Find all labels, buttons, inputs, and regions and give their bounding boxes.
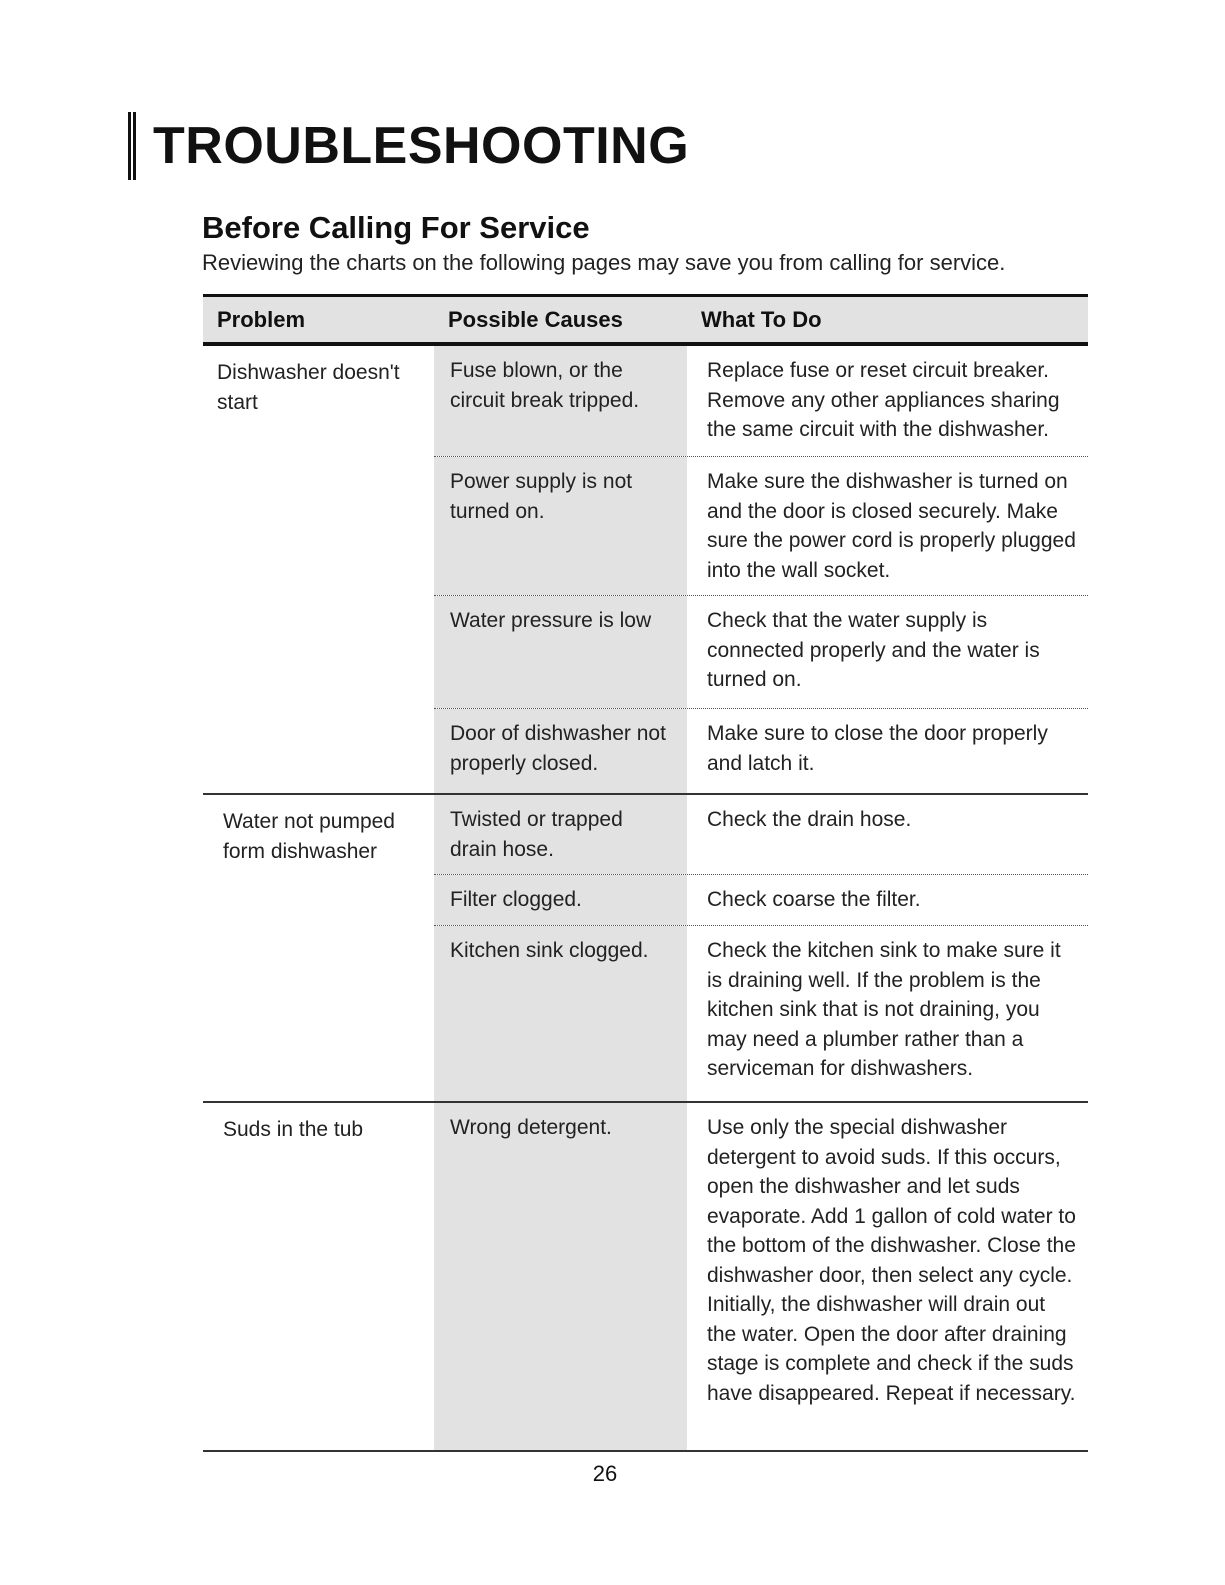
section-title: Before Calling For Service — [202, 210, 590, 245]
cause-cell: Power supply is not turned on. — [434, 457, 687, 595]
table-row — [434, 457, 1088, 596]
table-row — [434, 1103, 1088, 1450]
cause-cell: Twisted or trapped drain hose. — [434, 795, 687, 874]
table-row — [434, 795, 1088, 875]
page-number: 26 — [592, 1461, 618, 1486]
todo-cell: Check the drain hose. — [707, 808, 912, 831]
problem-group — [203, 795, 1088, 1103]
table-row — [434, 926, 1088, 1101]
cause-cell: Fuse blown, or the circuit break tripped. — [434, 346, 687, 456]
intro-text: Reviewing the charts on the following pages may save you from calling for service. — [202, 250, 1006, 275]
todo-cell: Check coarse the filter. — [707, 888, 921, 911]
table-row — [434, 875, 1088, 926]
cause-cell: Kitchen sink clogged. — [434, 926, 687, 1101]
todo-cell: Make sure to close the door properly and latch it. — [707, 722, 1048, 775]
todo-cell: Use only the special dishwasher detergent to avoid suds. If this occurs, open the dishwasher and let suds evaporate. Add 1 gallon of cold water to the bottom of the dishwasher. Close the dishwasher door, then select any cycle. Initially, the dishwasher will drain out the water. Open the door after draining stage is complete and check if the suds have disappeared. Repeat if necessary. — [707, 1116, 1076, 1405]
table-row — [434, 709, 1088, 793]
table-row — [434, 346, 1088, 457]
page-title: TROUBLESHOOTING — [153, 117, 690, 175]
problem-group — [203, 346, 1088, 795]
cause-cell: Filter clogged. — [434, 875, 687, 925]
cause-cell: Water pressure is low — [434, 596, 687, 708]
todo-cell: Replace fuse or reset circuit breaker. Remove any other appliances sharing the same circuit with the dishwasher. — [707, 359, 1060, 441]
cause-cell: Door of dishwasher not properly closed. — [434, 709, 687, 793]
cause-cell: Wrong detergent. — [434, 1103, 687, 1450]
problem-cell: Water not pumped form dishwasher — [223, 810, 395, 863]
header-problem: Problem — [217, 307, 306, 332]
table-row — [434, 596, 1088, 709]
table-header — [203, 294, 1088, 346]
troubleshooting-table — [203, 294, 1088, 1452]
problem-cell: Dishwasher doesn't start — [217, 361, 400, 414]
problem-cell: Suds in the tub — [223, 1118, 364, 1141]
todo-cell: Check that the water supply is connected properly and the water is turned on. — [707, 609, 1040, 691]
problem-group — [203, 1103, 1088, 1452]
title-bar-decoration — [128, 112, 136, 180]
todo-cell: Check the kitchen sink to make sure it is draining well. If the problem is the kitchen sink that is not draining, you may need a plumber rather than a serviceman for dishwashers. — [707, 939, 1061, 1080]
header-what-to-do: What To Do — [701, 307, 822, 332]
header-possible-causes: Possible Causes — [448, 307, 623, 332]
todo-cell: Make sure the dishwasher is turned on and the door is closed securely. Make sure the power cord is properly plugged into the wall socket. — [707, 470, 1076, 582]
